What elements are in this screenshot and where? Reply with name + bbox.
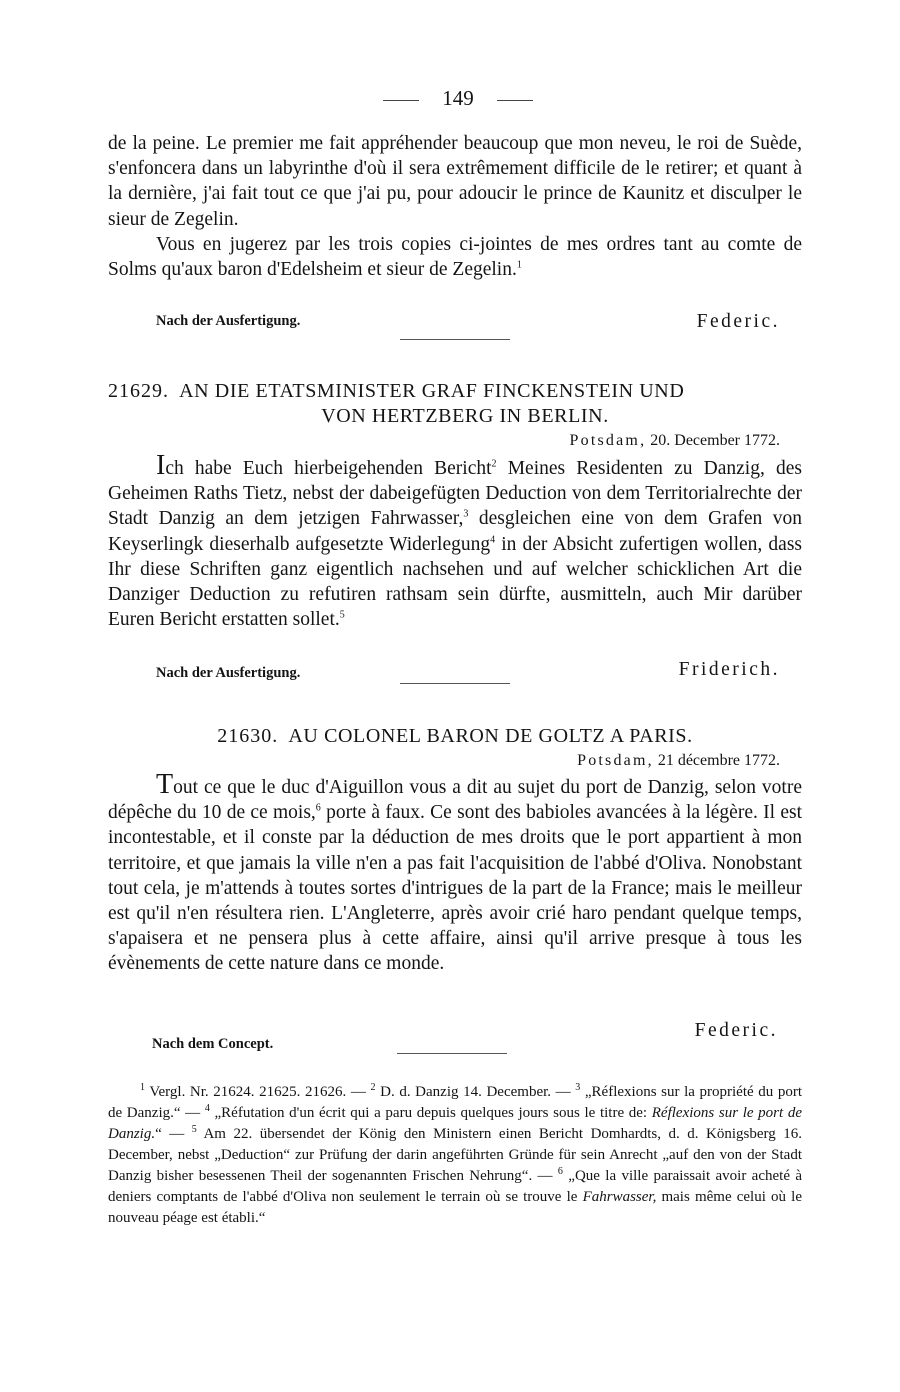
place-date xyxy=(577,752,780,770)
letter-body-21630 xyxy=(108,769,802,977)
footnote-6-term: Fahrwasser, xyxy=(582,1189,657,1205)
letter-text: Meines Residenten zu Danzig, des Geheimen Raths Tietz, nebst der dabeigefügten Deduction von dem Territorialrechte der Stadt Danzig an dem jetzigen Fahrwasser, xyxy=(108,458,802,530)
footnote-2: D. d. Danzig 14. December. — xyxy=(380,1084,571,1100)
date: 20. December 1772. xyxy=(650,432,780,449)
section-divider xyxy=(400,339,510,340)
letter-recipient: AU COLONEL BARON DE GOLTZ A PARIS. xyxy=(288,725,693,747)
continuation-paragraph-1: de la peine. Le premier me fait appréhender beaucoup que mon neveu, le roi de Suède, s'enfoncera dans un labyrinthe d'où il sera extrêmement difficile de le retirer; et quant à la dernière, j'ai fait tout ce que j'ai pu, pour adoucir le prince de Kaunitz et disculper le sieur de Zegelin. xyxy=(108,133,802,230)
footnote-6: „Que la ville paraissait avoir acheté à deniers comptants de l'abbé d'Oliva non seulement le terrain où se trouve le xyxy=(108,1168,802,1205)
place: Potsdam, xyxy=(577,752,654,769)
continuation-paragraph-2 xyxy=(108,232,802,282)
continuation-text xyxy=(108,131,802,282)
letter-body-21629 xyxy=(108,450,802,632)
footnote-mark: 5 xyxy=(191,1124,197,1135)
footnote-ref-3: 3 xyxy=(463,508,469,520)
letter-heading-21629 xyxy=(108,379,802,429)
letter-text: out ce que le duc d'Aiguillon vous a dit au sujet du port de Danzig, selon votre dépêche du 10 de ce mois, xyxy=(108,777,802,824)
letter-paragraph xyxy=(108,450,802,632)
footnote-5: Am 22. übersendet der König den Ministern einen Bericht Domhardts, d. d. Königsberg 16. December, nebst „Deduction“ zur Prüfung der darin angeführten Gründe für sein Anrecht „auf den von der Stadt Danzig bisher besessenen Theil der sogenannten Frischen Nehrung“. — xyxy=(108,1126,802,1184)
signature: Federic. xyxy=(694,1020,778,1041)
footnote-ref-4: 4 xyxy=(490,534,496,546)
source-note: Nach der Ausfertigung. xyxy=(156,665,301,681)
footnote-3: „Réflexions sur la propriété du port de Danzig.“ — xyxy=(108,1084,803,1121)
source-note: Nach dem Concept. xyxy=(152,1036,274,1052)
letter-text: in der Absicht zufertigen wollen, dass Ihr diese Schriften ganz eigentlich nachsehen und auf welcher schicklichen Art die Danziger Deduction zu refutiren rathsam sein dürfte, ausmitteln, auch Mir darüber Euren Bericht erstatten sollet. xyxy=(108,533,802,631)
section-divider xyxy=(400,683,510,684)
footnote-mark: 2 xyxy=(370,1082,376,1093)
footnote-4-end: “ — xyxy=(155,1126,185,1142)
signature: Federic. xyxy=(696,311,780,332)
page-number: 149 xyxy=(442,86,474,110)
footnote-ref-6: 6 xyxy=(315,802,321,814)
footnotes xyxy=(108,1082,802,1229)
place: Potsdam, xyxy=(569,432,647,449)
footnote-ref-2: 2 xyxy=(491,458,497,470)
footnote-mark: 1 xyxy=(140,1082,145,1093)
signature-row-2 xyxy=(108,659,802,685)
letter-number: 21629. xyxy=(108,380,169,402)
letter-number: 21630. xyxy=(217,725,279,747)
header-rule-right xyxy=(497,100,533,101)
letter-recipient-line-1: AN DIE ETATSMINISTER GRAF FINCKENSTEIN UND xyxy=(179,380,685,402)
footnote-4-title: Réflexions sur le port de Danzig. xyxy=(108,1105,802,1142)
letter-text: ch habe Euch hierbeigehenden Bericht xyxy=(165,458,492,479)
footnotes-paragraph xyxy=(108,1082,802,1229)
signature: Friderich. xyxy=(678,659,780,680)
footnote-ref-5: 5 xyxy=(339,609,345,621)
date: 21 décembre 1772. xyxy=(657,752,780,769)
initial-letter: I xyxy=(156,450,166,481)
letter-text: porte à faux. Ce sont des babioles avancées à la légère. Il est incontestable, et il conste par la déduction de mes droits que le port appartient à mon territoire, et que jamais la ville n'en a pas fait l'acquisition de l'abbé d'Oliva. Nonobstant tout cela, je m'attends à toutes sortes d'intrigues de la part de la France; mais le meilleur est qu'il n'en résultera rien. L'Angleterre, après avoir crié haro pendant quelque temps, s'apaisera et ne pensera plus à cette affaire, ainsi qu'il arrive presque à tous les évènements de cette nature dans ce monde. xyxy=(108,802,802,975)
signature-row-1 xyxy=(108,311,802,337)
letter-heading-21630 xyxy=(108,724,802,749)
source-note: Nach der Ausfertigung. xyxy=(156,313,301,329)
footnote-1: Vergl. Nr. 21624. 21625. 21626. — xyxy=(149,1084,366,1100)
page-header xyxy=(0,86,900,114)
footnote-mark: 4 xyxy=(204,1103,210,1114)
place-date xyxy=(570,432,780,450)
continuation-paragraph-2-text: Vous en jugerez par les trois copies ci-jointes de mes ordres tant au comte de Solms qu'aux baron d'Edelsheim et sieur de Zegelin. xyxy=(108,233,802,281)
letter-recipient-line-2: VON HERTZBERG IN BERLIN. xyxy=(321,405,609,427)
initial-letter: T xyxy=(156,769,174,800)
letter-paragraph xyxy=(108,769,802,977)
letter-text: desgleichen eine von dem Grafen von Keyserlingk dieserhalb aufgesetzte Widerlegung xyxy=(108,508,802,555)
footnote-4: „Réfutation d'un écrit qui a paru depuis quelques jours sous le titre de: xyxy=(214,1105,652,1121)
footnote-6-end: mais même celui où le nouveau péage est établi.“ xyxy=(108,1189,802,1226)
header-rule-left xyxy=(383,100,419,101)
signature-row-3 xyxy=(108,1020,802,1052)
footnote-mark: 3 xyxy=(575,1082,581,1093)
footnote-ref-1: 1 xyxy=(516,259,522,271)
footnote-mark: 6 xyxy=(557,1166,563,1177)
section-divider xyxy=(397,1053,507,1054)
